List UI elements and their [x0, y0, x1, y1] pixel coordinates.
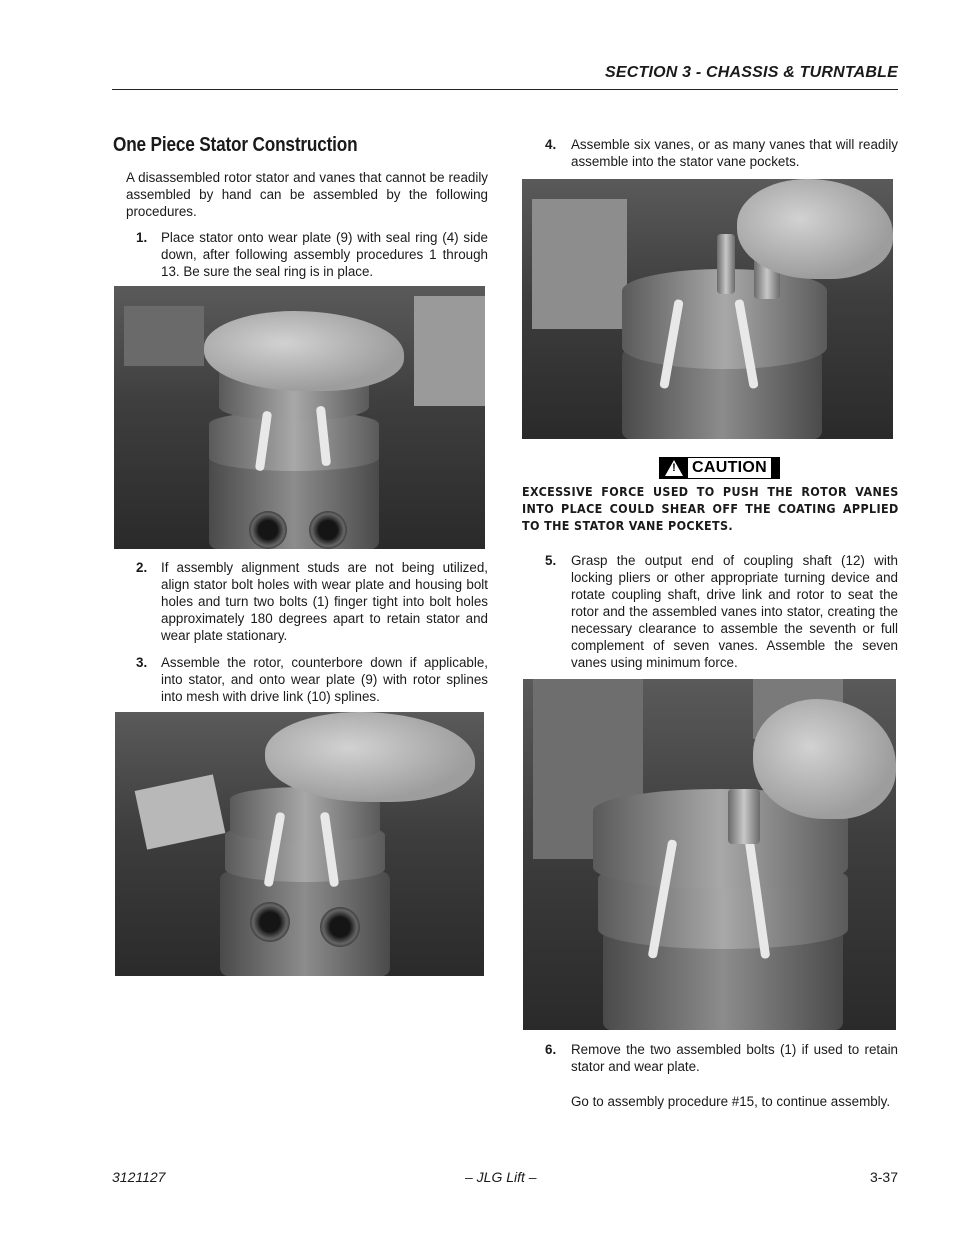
section-title: SECTION 3 - CHASSIS & TURNTABLE [604, 64, 898, 81]
photo-assemble-rotor [115, 712, 484, 976]
page-heading: One Piece Stator Construction [113, 134, 358, 156]
photo-assemble-vanes [522, 179, 893, 439]
step-text: Remove the two assembled bolts (1) if used to retain stator and wear plate. [571, 1042, 898, 1074]
step-number: 2. [136, 560, 148, 575]
step-number: 3. [136, 655, 148, 670]
step-number: 6. [545, 1042, 557, 1057]
header-rule [112, 89, 898, 90]
photo-stator-on-wear-plate [114, 286, 485, 549]
step-number: 5. [545, 553, 557, 568]
caution-text: EXCESSIVE FORCE USED TO PUSH THE ROTOR VANES INTO PLACE COULD SHEAR OFF THE COATING APPLIED TO THE STATOR VANE POCKETS. [522, 485, 899, 533]
photo-rotate-coupling-shaft [523, 679, 896, 1030]
step-text: Place stator onto wear plate (9) with seal ring (4) side down, after following assembly procedures 1 through 13. Be sure the seal ring is in place. [161, 230, 488, 279]
step-text: Grasp the output end of coupling shaft (12) with locking pliers or other appropriate turning device and rotate coupling shaft, drive link and rotor to seat the rotor and the assembled vanes into stator, creating the necessary clearance to assemble the seventh or full complement of seven vanes. Assemble the seven vanes using minimum force. [571, 553, 898, 670]
caution-label: CAUTION [688, 458, 771, 478]
step-text: Assemble six vanes, or as many vanes that will readily assemble into the stator vane pockets. [571, 137, 898, 169]
continue-note: Go to assembly procedure #15, to continue assembly. [571, 1094, 891, 1109]
step-number: 1. [136, 230, 148, 245]
intro-paragraph: A disassembled rotor stator and vanes that cannot be readily assembled by hand can be assembled by the following procedures. [126, 170, 488, 219]
page-number: 3-37 [869, 1169, 898, 1185]
step-text: If assembly alignment studs are not being utilized, align stator bolt holes with wear plate and housing bolt holes and turn two bolts (1) finger tight into bolt holes approximately 180 degrees apart to retain stator and wear plate stationary. [161, 560, 488, 643]
caution-badge: ! CAUTION [659, 457, 780, 479]
step-number: 4. [545, 137, 557, 152]
footer-brand: – JLG Lift – [465, 1169, 537, 1185]
step-text: Assemble the rotor, counterbore down if applicable, into stator, and onto wear plate (9) with rotor splines into mesh with drive link (10) splines. [161, 655, 488, 704]
doc-number: 3121127 [112, 1169, 166, 1185]
